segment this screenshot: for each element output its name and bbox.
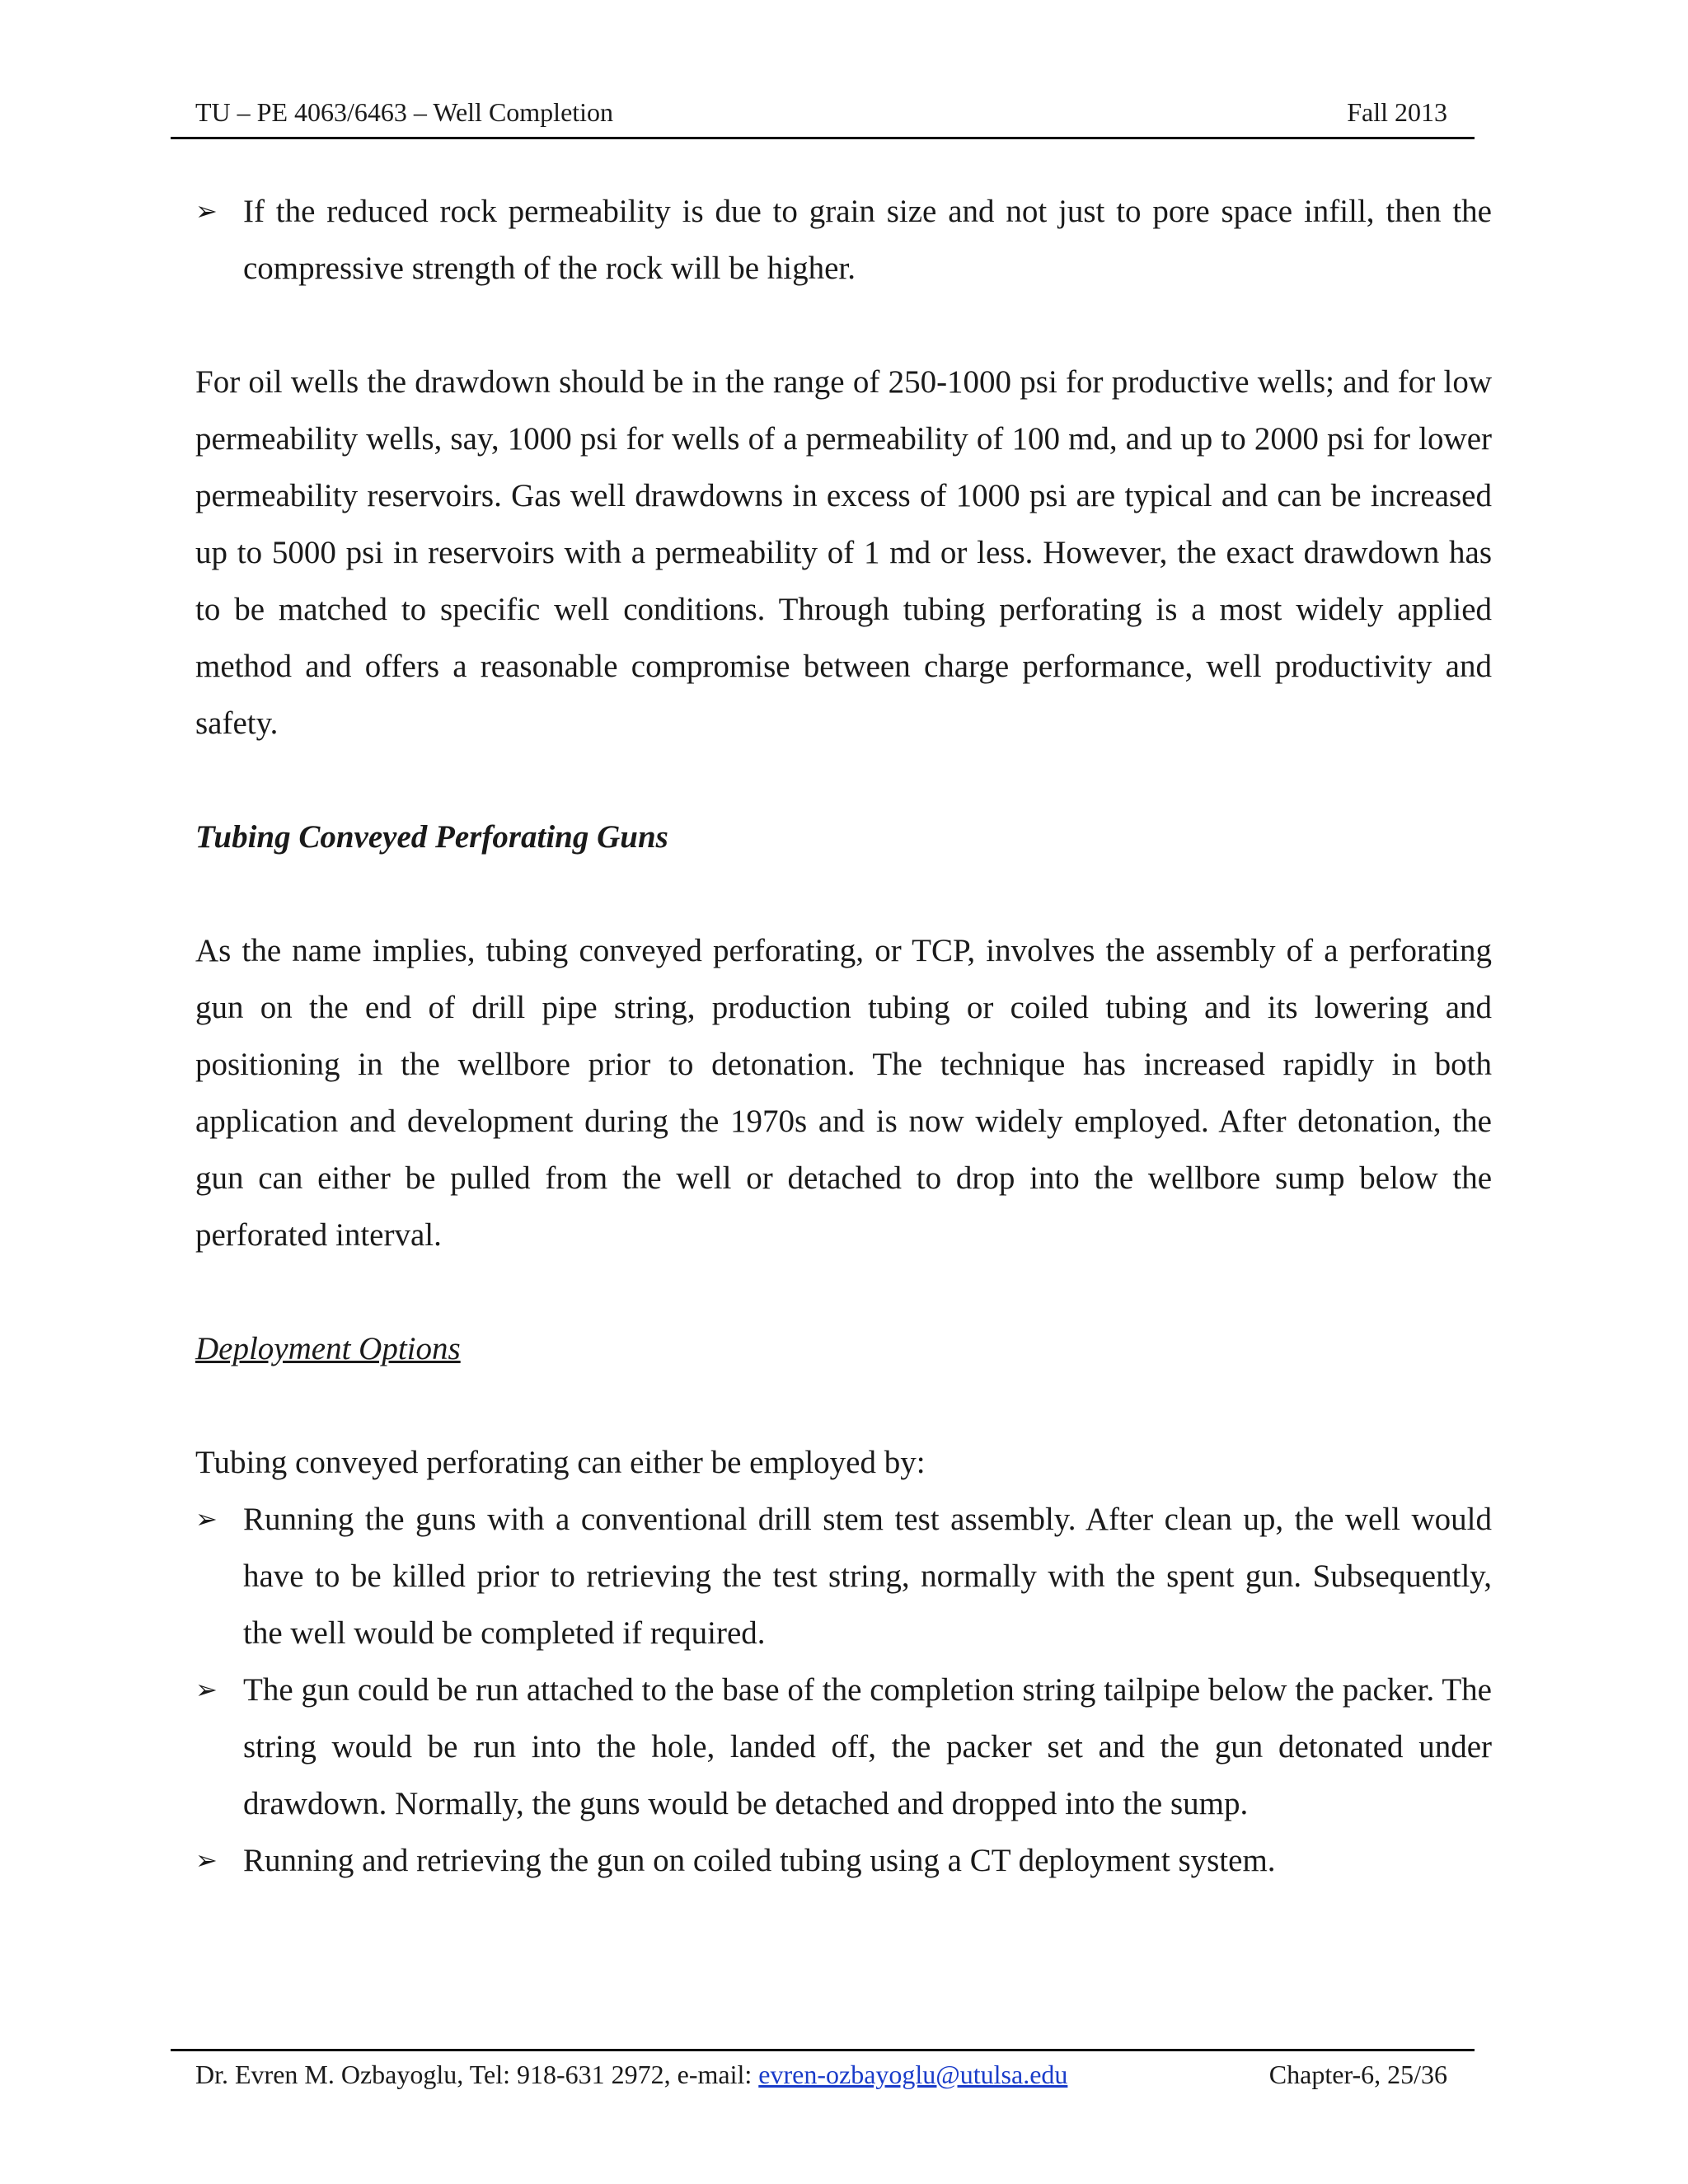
footer-page-number: Chapter-6, 25/36 — [1268, 2060, 1447, 2089]
bullet-intro-text: If the reduced rock permeability is due to grain size and not just to pore space infill, then the compressive strength of the rock will be higher. — [243, 194, 1492, 286]
deploy-bullet — [195, 1661, 1492, 1832]
arrow-bullet-icon: ➢ — [195, 195, 218, 227]
deploy-bullet — [195, 1832, 1492, 1889]
heading-deployment: Deployment Options — [195, 1331, 461, 1366]
footer-author-text: Dr. Evren M. Ozbayoglu, Tel: 918-631 2972, e-mail: — [195, 2060, 753, 2089]
header-course: TU – PE 4063/6463 – Well Completion — [195, 97, 614, 127]
deploy-bullet-text: The gun could be run attached to the base of the completion string tailpipe below the packer. The string would be run into the hole, landed off, the packer set and the gun detonated under drawdown. Normally, the guns would be detached and dropped into the sump. — [243, 1672, 1492, 1821]
email-link[interactable]: evren-ozbayoglu@utulsa.edu — [758, 2060, 1068, 2089]
arrow-bullet-icon: ➢ — [195, 1674, 218, 1705]
deploy-bullet-text: Running and retrieving the gun on coiled tubing using a CT deployment system. — [243, 1843, 1276, 1878]
paragraph-drawdown: For oil wells the drawdown should be in the range of 250-1000 psi for productive wells; and for low permeability wells, say, 1000 psi for wells of a permeability of 100 md, and up to 2000 psi for lower permeability reservoirs. Gas well drawdowns in excess of 1000 psi are typical and can be increased up to 5000 psi in reservoirs with a permeability of 1 md or less. However, the exact drawdown has to be matched to specific well conditions. Through tubing perforating is a most widely applied method and offers a reasonable compromise between charge performance, well productivity and safety. — [195, 364, 1492, 741]
bullet-intro — [195, 183, 1492, 297]
footer-author — [195, 2060, 1067, 2090]
page-body — [195, 183, 1492, 1889]
deploy-bullet — [195, 1491, 1492, 1661]
heading-tcp: Tubing Conveyed Perforating Guns — [195, 819, 668, 855]
paragraph-tcp: As the name implies, tubing conveyed perforating, or TCP, involves the assembly of a perforating gun on the end of drill pipe string, production tubing or coiled tubing and its lowering and positioning in the wellbore prior to detonation. The technique has increased rapidly in both application and development during the 1970s and is now widely employed. After detonation, the gun can either be pulled from the well or detached to drop into the wellbore sump below the perforated interval. — [195, 933, 1492, 1253]
deploy-bullet-text: Running the guns with a conventional drill stem test assembly. After clean up, the well would have to be killed prior to retrieving the test string, normally with the spent gun. Subsequently, the well would be completed if required. — [243, 1502, 1492, 1651]
paragraph-deploy-intro: Tubing conveyed perforating can either be employed by: — [195, 1445, 926, 1480]
page-header — [171, 92, 1475, 139]
arrow-bullet-icon: ➢ — [195, 1503, 218, 1535]
header-term: Fall 2013 — [1347, 97, 1447, 127]
arrow-bullet-icon: ➢ — [195, 1844, 218, 1876]
page-footer — [171, 2049, 1475, 2101]
